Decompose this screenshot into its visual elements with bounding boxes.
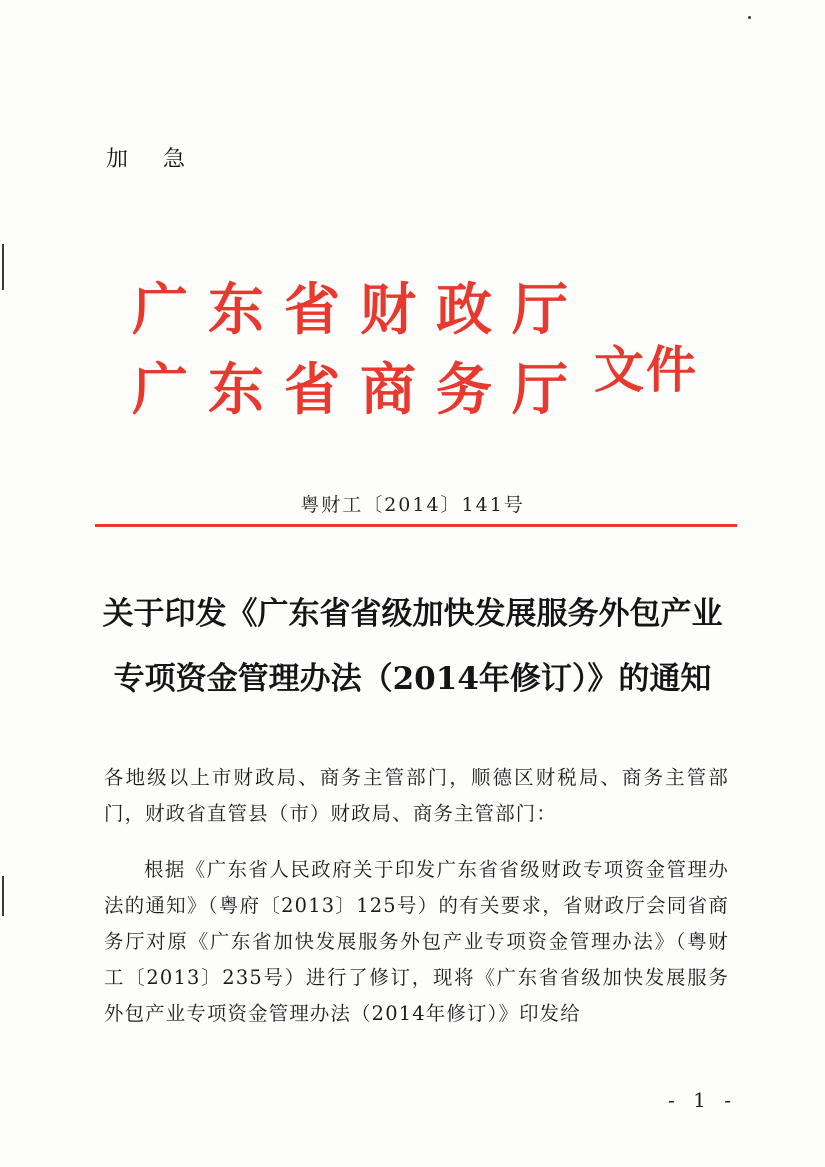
scan-edge-mark bbox=[2, 244, 4, 290]
issuer-header bbox=[132, 272, 732, 432]
salutation: 各地级以上市财政局、商务主管部门，顺德区财税局、商务主管部门，财政省直管县（市）财政局、商务主管部门： bbox=[104, 766, 729, 825]
red-divider bbox=[95, 524, 737, 527]
urgency-label: 加 急 bbox=[106, 147, 199, 172]
body-paragraph: 根据《广东省人民政府关于印发广东省省级财政专项资金管理办法的通知》（粤府〔2013〕125号）的有关要求，省财政厅会同省商务厅对原《广东省加快发展服务外包产业专项资金管理办法》（粤财工〔2013〕235号）进行了修订，现将《广东省省级加快发展服务外包产业专项资金管理办法（2014年修订）》印发给 bbox=[104, 858, 729, 1025]
document-title-line-1: 关于印发《广东省省级加快发展服务外包产业 bbox=[102, 596, 723, 632]
document-title-line-2: 专项资金管理办法（2014年修订）》的通知 bbox=[113, 661, 712, 697]
page-number: - 1 - bbox=[668, 1088, 737, 1112]
scan-edge-mark bbox=[2, 876, 4, 916]
document-number: 粤财工〔2014〕141号 bbox=[300, 494, 525, 516]
document-word: 文件 bbox=[594, 340, 698, 399]
scan-dot bbox=[748, 16, 751, 19]
issuer-finance-department: 广东省财政厅 bbox=[132, 277, 588, 343]
issuer-commerce-department: 广东省商务厅 bbox=[132, 357, 588, 423]
